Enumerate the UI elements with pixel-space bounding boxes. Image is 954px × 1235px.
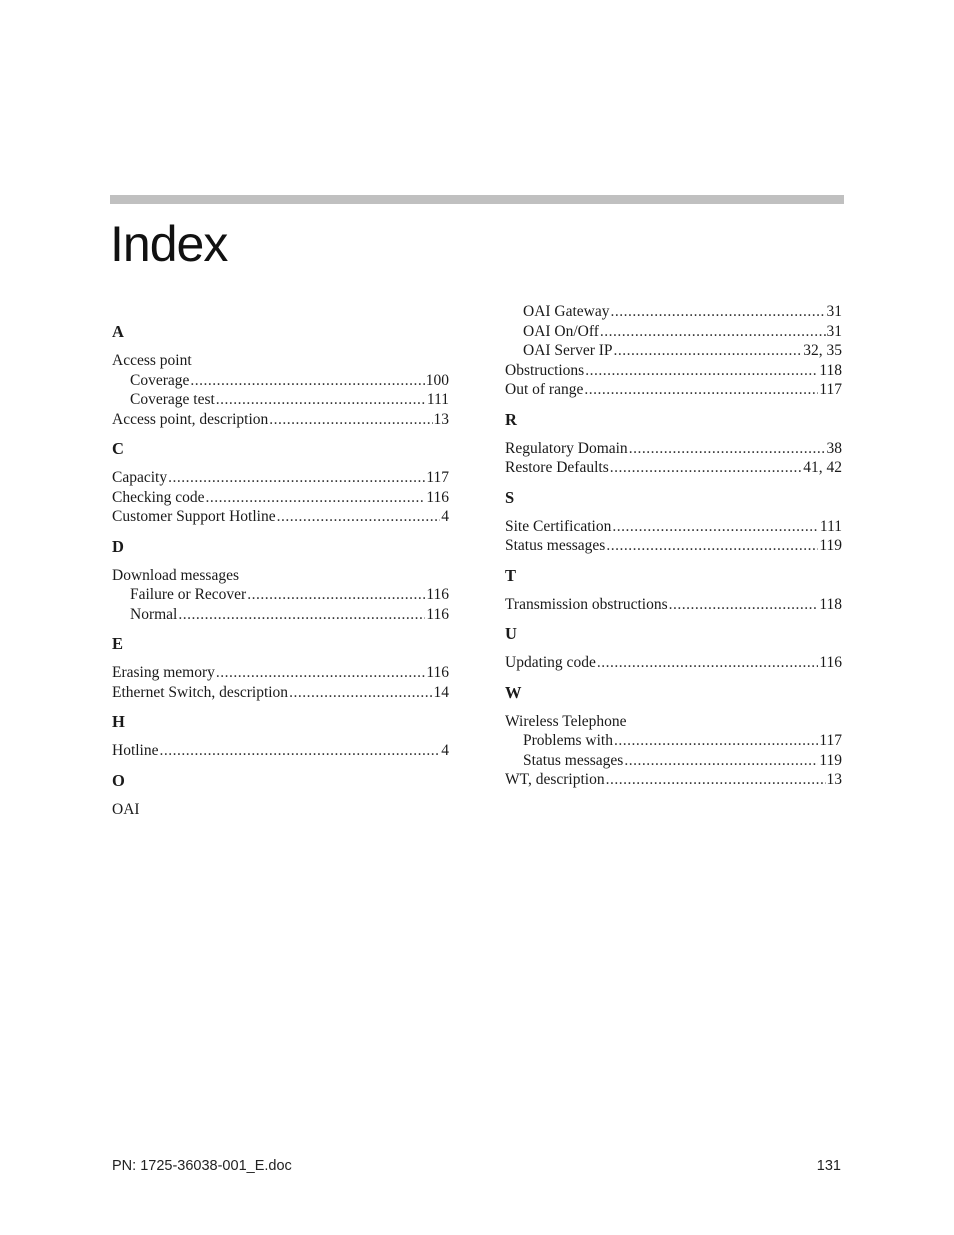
- entry-list: [505, 517, 842, 556]
- dot-leader: [247, 585, 425, 605]
- footer-page-number: 131: [816, 1158, 841, 1174]
- section-letter: H: [112, 712, 125, 731]
- index-subentry: [505, 302, 842, 322]
- index-subentry: [505, 731, 842, 751]
- index-page-ref: 31: [826, 303, 842, 320]
- dot-leader: [216, 663, 425, 683]
- index-term: WT, description: [505, 771, 605, 788]
- footer-doc-id: PN: 1725-36038-001_E.doc: [112, 1158, 292, 1174]
- title-rule: [110, 195, 844, 204]
- index-subentry: [505, 751, 842, 771]
- dot-leader: [600, 322, 826, 342]
- dot-leader: [585, 361, 818, 381]
- index-section-a: [112, 322, 449, 429]
- index-entry: [112, 351, 449, 371]
- dot-leader: [611, 302, 826, 322]
- index-entry: [505, 517, 842, 537]
- index-subentry: [112, 371, 449, 391]
- index-term: Download messages: [112, 566, 239, 584]
- dot-leader: [168, 468, 425, 488]
- index-page-ref: 13: [826, 771, 842, 788]
- index-term: Normal: [130, 605, 178, 623]
- index-entry: [505, 595, 842, 615]
- index-entry: [505, 439, 842, 459]
- index-entry: [505, 712, 842, 732]
- dot-leader: [277, 507, 441, 527]
- index-section-u: [505, 624, 842, 673]
- index-subentry: [112, 390, 449, 410]
- dot-leader: [614, 341, 803, 361]
- index-page-ref: 117: [819, 381, 842, 398]
- index-page-ref: 116: [426, 586, 449, 603]
- index-page-ref: 41, 42: [803, 459, 842, 476]
- index-entry: [112, 507, 449, 527]
- index-page-ref: 116: [426, 488, 449, 506]
- index-term: Regulatory Domain: [505, 439, 628, 457]
- dot-leader: [614, 731, 818, 751]
- index-page-ref: 13: [433, 410, 449, 428]
- dot-leader: [584, 380, 818, 400]
- entry-list: [112, 741, 449, 761]
- entry-list: [112, 800, 449, 820]
- section-letter: W: [505, 682, 522, 702]
- index-entry: [112, 468, 449, 488]
- index-page-ref: 100: [425, 371, 449, 389]
- index-subentry: [112, 605, 449, 625]
- dot-leader: [624, 751, 818, 771]
- index-entry: [112, 410, 449, 430]
- index-term: Wireless Telephone: [505, 712, 627, 730]
- index-term: OAI Server IP: [523, 342, 613, 359]
- index-entry: [112, 488, 449, 508]
- index-subentry: [505, 341, 842, 361]
- section-letter: O: [112, 770, 125, 790]
- index-entry: [505, 361, 842, 381]
- index-entry: [112, 741, 449, 761]
- dot-leader: [610, 458, 803, 478]
- index-page-ref: 118: [819, 361, 842, 379]
- index-entry: [112, 800, 449, 820]
- entry-list: [505, 595, 842, 615]
- index-entry: [112, 566, 449, 586]
- dot-leader: [269, 410, 432, 430]
- dot-leader: [669, 595, 819, 615]
- index-section-r: [505, 410, 842, 478]
- dot-leader: [606, 536, 818, 556]
- index-section-h: [112, 712, 449, 761]
- index-term: Hotline: [112, 742, 159, 759]
- index-entry: [505, 536, 842, 556]
- index-page-ref: 116: [426, 664, 449, 681]
- index-term: Updating code: [505, 654, 596, 671]
- index-term: Out of range: [505, 381, 584, 398]
- entry-list: [505, 439, 842, 478]
- index-term: Problems with: [523, 732, 613, 749]
- dot-leader: [216, 390, 426, 410]
- index-term: Access point: [112, 352, 192, 369]
- index-subentry: [112, 585, 449, 605]
- index-term: Site Certification: [505, 517, 612, 535]
- page-footer: [112, 1158, 841, 1174]
- index-entry: [112, 663, 449, 683]
- index-page-ref: 117: [426, 469, 449, 486]
- index-section-o-continued: [505, 302, 842, 400]
- section-letter: S: [505, 487, 515, 507]
- index-page-ref: 119: [819, 537, 842, 554]
- index-section-c: [112, 439, 449, 527]
- index-term: Capacity: [112, 469, 168, 486]
- index-term: Transmission obstructions: [505, 595, 668, 613]
- section-letter: D: [112, 536, 124, 556]
- index-term: Erasing memory: [112, 664, 215, 681]
- index-term: OAI On/Off: [523, 322, 599, 340]
- index-term: Ethernet Switch, description: [112, 683, 289, 701]
- section-letter: R: [505, 409, 517, 429]
- index-section-s: [505, 488, 842, 556]
- index-section-o: [112, 771, 449, 820]
- index-term: Status messages: [523, 751, 624, 769]
- section-letter: T: [505, 565, 517, 585]
- index-term: OAI Gateway: [523, 303, 610, 320]
- index-page-ref: 111: [426, 391, 449, 408]
- section-letter: A: [112, 322, 124, 341]
- index-entry: [505, 653, 842, 673]
- index-page-ref: 118: [819, 595, 842, 613]
- index-page-ref: 111: [819, 517, 842, 535]
- entry-list: [112, 468, 449, 527]
- index-page-ref: 119: [819, 751, 842, 769]
- entry-list: [112, 351, 449, 429]
- dot-leader: [206, 488, 426, 508]
- dot-leader: [178, 605, 425, 625]
- index-term: Coverage test: [130, 391, 215, 408]
- index-entry: [505, 380, 842, 400]
- index-page-ref: 31: [826, 322, 842, 340]
- index-section-t: [505, 566, 842, 615]
- index-page-ref: 116: [426, 605, 449, 623]
- index-page-ref: 32, 35: [803, 342, 842, 359]
- index-term: Access point, description: [112, 410, 269, 428]
- index-column-left: [112, 322, 449, 829]
- dot-leader: [597, 653, 818, 673]
- index-page-ref: 38: [826, 439, 842, 457]
- section-letter: C: [112, 439, 124, 458]
- section-letter: U: [505, 624, 517, 643]
- index-column-right: [505, 302, 842, 800]
- index-term: Coverage: [130, 371, 190, 389]
- index-page-ref: 117: [819, 732, 842, 749]
- index-section-w: [505, 683, 842, 790]
- entry-list: [112, 566, 449, 625]
- index-term: Obstructions: [505, 361, 585, 379]
- index-page-ref: 4: [441, 508, 449, 525]
- dot-leader: [612, 517, 819, 537]
- dot-leader: [606, 770, 826, 790]
- dot-leader: [289, 683, 432, 703]
- dot-leader: [629, 439, 826, 459]
- entry-list: [112, 663, 449, 702]
- section-letter: E: [112, 634, 124, 653]
- entry-list: [505, 653, 842, 673]
- index-term: Status messages: [505, 537, 606, 554]
- index-page-ref: 14: [433, 683, 449, 701]
- index-term: OAI: [112, 800, 140, 818]
- index-term: Failure or Recover: [130, 586, 247, 603]
- index-page-ref: 116: [819, 654, 842, 671]
- entry-list: [505, 712, 842, 790]
- index-entry: [112, 683, 449, 703]
- dot-leader: [190, 371, 424, 391]
- index-term: Restore Defaults: [505, 459, 609, 476]
- page-title: Index: [110, 216, 228, 272]
- dot-leader: [160, 741, 441, 761]
- index-section-d: [112, 537, 449, 625]
- index-page-ref: 4: [441, 742, 449, 759]
- index-term: Customer Support Hotline: [112, 508, 276, 525]
- index-entry: [505, 458, 842, 478]
- index-term: Checking code: [112, 488, 205, 506]
- index-entry: [505, 770, 842, 790]
- index-subentry: [505, 322, 842, 342]
- index-section-e: [112, 634, 449, 702]
